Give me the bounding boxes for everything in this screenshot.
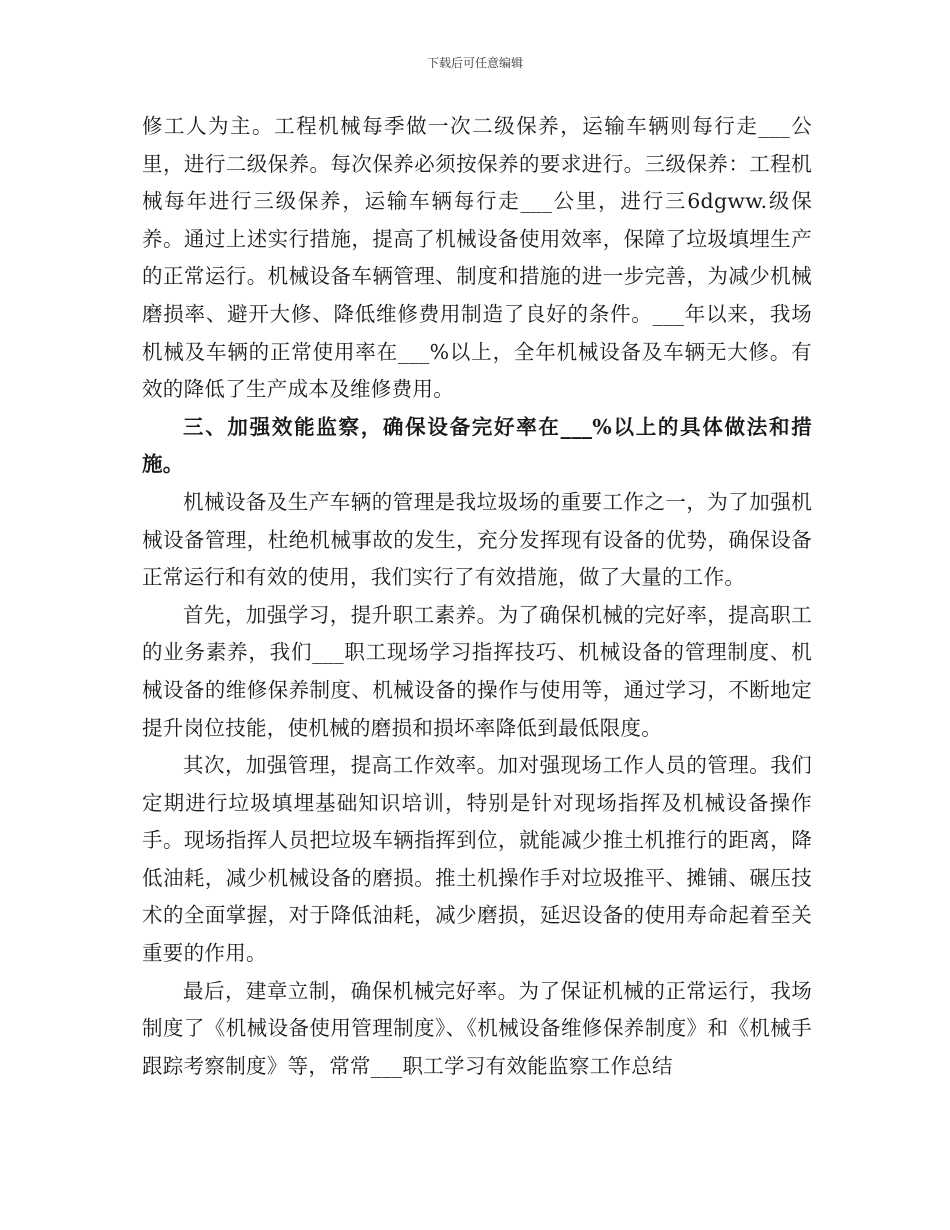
page-header: 下载后可任意编辑 bbox=[426, 56, 523, 70]
paragraph-intro: 机械设备及生产车辆的管理是我垃圾场的重要工作之一，为了加强机械设备管理，杜绝机械事故的发生，充分发挥现有设备的优势，确保设备正常运行和有效的使用，我们实行了有效措施，做了大量的工作。 bbox=[142, 489, 812, 590]
section-heading-3: 三、加强效能监察，确保设备完好率在___%以上的具体做法和措施。 bbox=[142, 414, 812, 477]
paragraph-first: 首先，加强学习，提升职工素养。为了确保机械的完好率，提高职工的业务素养，我们___职工现场学习指挥技巧、机械设备的管理制度、机械设备的维修保养制度、机械设备的操作与使用等，通过学习，不断地定提升岗位技能，使机械的磨损和损坏率降低到最低限度。 bbox=[142, 602, 812, 740]
document-body bbox=[142, 108, 812, 1085]
paragraph-last: 最后，建章立制，确保机械完好率。为了保证机械的正常运行，我场制度了《机械设备使用管理制度》、《机械设备维修保养制度》和《机械手跟踪考察制度》等，常常___职工学习有效能监察工作总结 bbox=[142, 978, 812, 1078]
paragraph-second: 其次，加强管理，提高工作效率。加对强现场工作人员的管理。我们定期进行垃圾填埋基础知识培训，特别是针对现场指挥及机械设备操作手。现场指挥人员把垃圾车辆指挥到位，就能减少推土机推行的距离，降低油耗，减少机械设备的磨损。推土机操作手对垃圾推平、摊铺、碾压技术的全面掌握，对于降低油耗，减少磨损，延迟设备的使用寿命起着至关重要的作用。 bbox=[142, 753, 812, 966]
paragraph-maintenance: 修工人为主。工程机械每季做一次二级保养，运输车辆则每行走___公里，进行二级保养。每次保养必须按保养的要求进行。三级保养：工程机械每年进行三级保养，运输车辆每行走___公里，进行三6dgww.级保养。通过上述实行措施，提高了机械设备使用效率，保障了垃圾填埋生产的正常运行。机械设备车辆管理、制度和措施的进一步完善，为减少机械磨损率、避开大修、降低维修费用制造了良好的条件。___年以来，我场机械及车辆的正常使用率在___%以上，全年机械设备及车辆无大修。有效的降低了生产成本及维修费用。 bbox=[142, 114, 812, 402]
